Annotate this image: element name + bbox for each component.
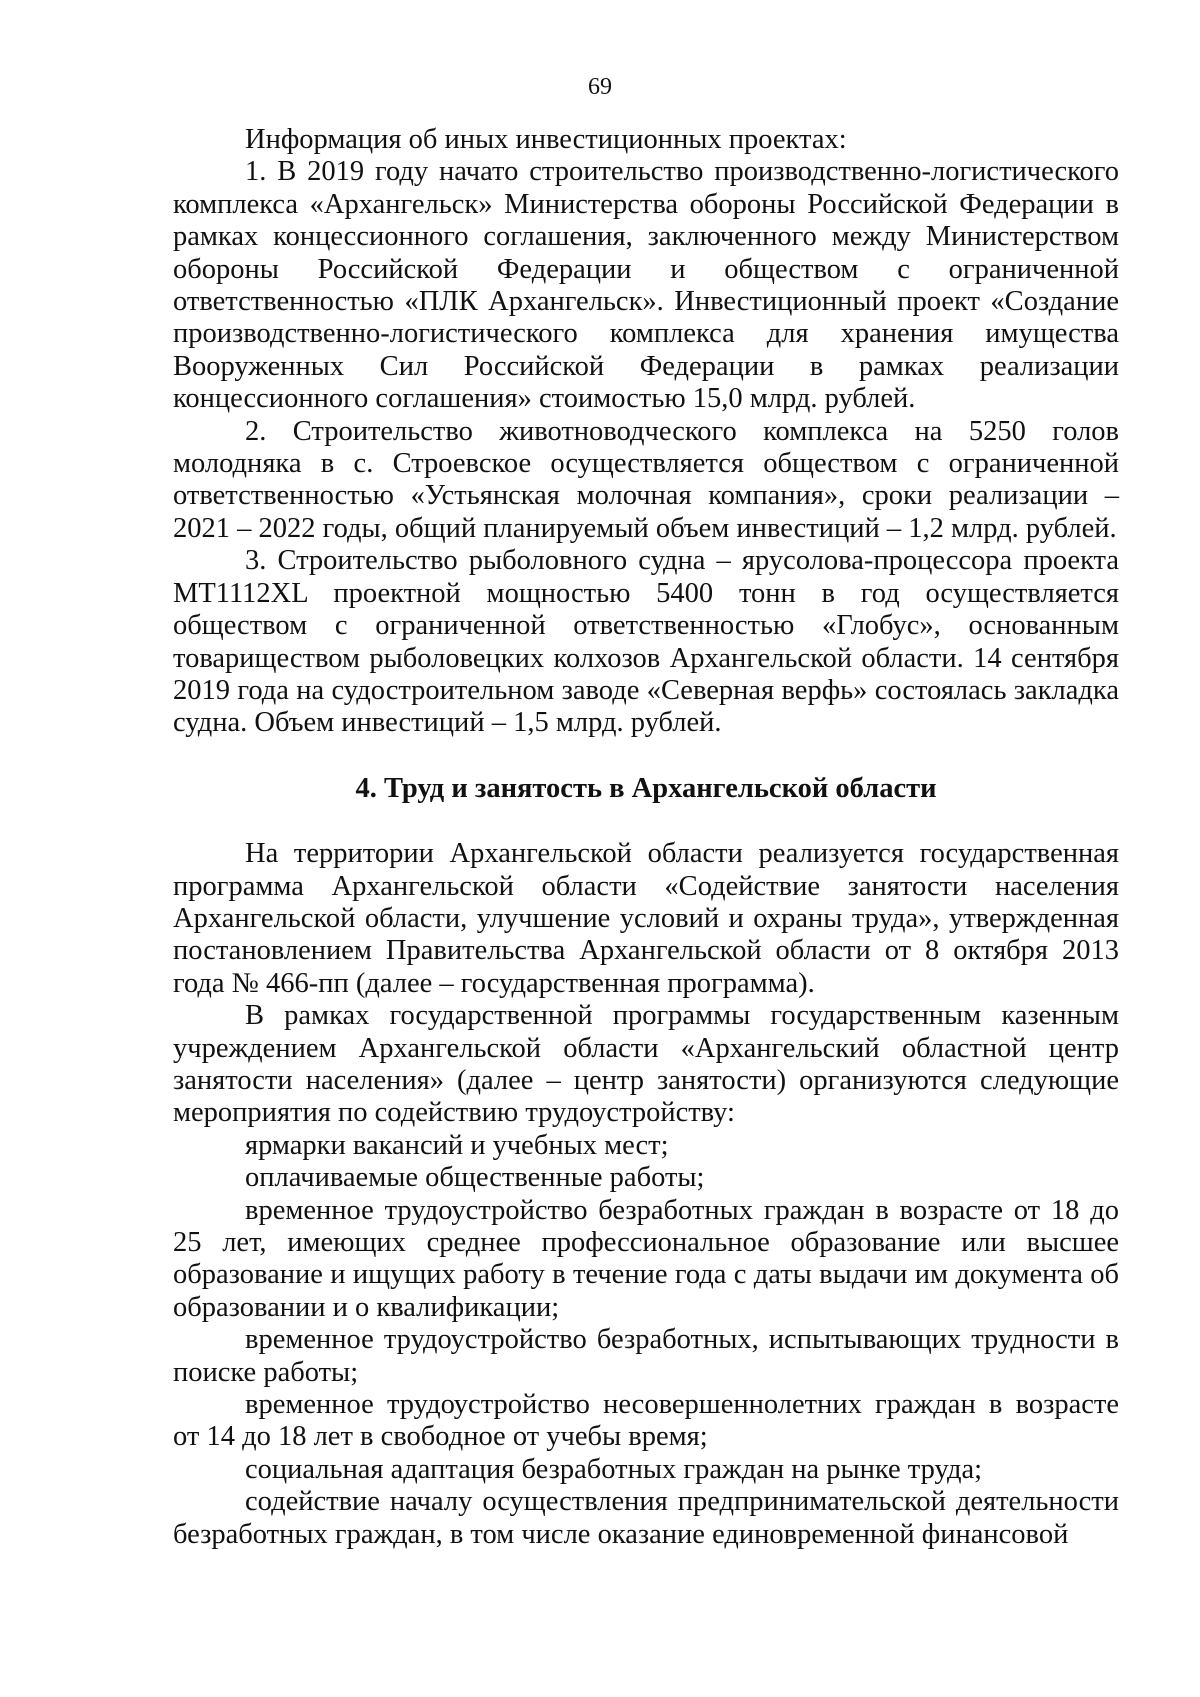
page-number: 69 — [588, 74, 612, 100]
intro-paragraph: Информация об иных инвестиционных проектах: — [245, 124, 847, 155]
measure-list-item: ярмарки вакансий и учебных мест; — [245, 1129, 669, 1161]
measure-list-item: оплачиваемые общественные работы; — [245, 1162, 705, 1194]
measure-list-item: содействие началу осуществления предпринимательской деятельности безработных граждан, в том числе оказание единовременной финансовой — [173, 1486, 1119, 1550]
measure-list-item: социальная адаптация безработных граждан на рынке труда; — [245, 1453, 983, 1485]
measure-list-item: временное трудоустройство несовершеннолетних граждан в возрасте от 14 до 18 лет в свободное от учебы время; — [173, 1389, 1119, 1453]
document-body — [173, 124, 1119, 1551]
measure-list-item: временное трудоустройство безработных граждан в возрасте от 18 до 25 лет, имеющих среднее профессиональное образование или высшее образование и ищущих работу в течение года с даты выдачи им документа об образовании и о квалификации; — [173, 1194, 1119, 1323]
project-item-1: 1. В 2019 году начато строительство производственно-логистического комплекса «Архангельск» Министерства обороны Российской Федерации в рамках концессионного соглашения, заключенного между Министерством обороны Российской Федерации и обществом с ограниченной ответственностью «ПЛК Архангельск». Инвестиционный проект «Создание производственно-логистического комплекса для хранения имущества Вооруженных Сил Российской Федерации в рамках реализации концессионного соглашения» стоимостью 15,0 млрд. рублей. — [173, 156, 1119, 415]
measure-list-item: временное трудоустройство безработных, испытывающих трудности в поиске работы; — [173, 1324, 1119, 1388]
section-heading: 4. Труд и занятость в Архангельской области — [355, 772, 937, 804]
section-paragraph: На территории Архангельской области реализуется государственная программа Архангельской области «Содействие занятости населения Архангельской области, улучшение условий и охраны труда», утвержденная постановлением Правительства Архангельской области от 8 октября 2013 года № 466-пп (далее – государственная программа). — [173, 838, 1119, 999]
project-item-2: 2. Строительство животноводческого комплекса на 5250 голов молодняка в с. Строевское осуществляется обществом с ограниченной ответственностью «Устьянская молочная компания», сроки реализации – 2021 – 2022 годы, общий планируемый объем инвестиций – 1,2 млрд. рублей. — [173, 415, 1119, 544]
project-item-3: 3. Строительство рыболовного судна – ярусолова-процессора проекта МТ1112XL проектной мощностью 5400 тонн в год осуществляется обществом с ограниченной ответственностью «Глобус», основанным товариществом рыболовецких колхозов Архангельской области. 14 сентября 2019 года на судостроительном заводе «Северная верфь» состоялась закладка судна. Объем инвестиций – 1,5 млрд. рублей. — [173, 545, 1119, 739]
section-paragraph: В рамках государственной программы государственным казенным учреждением Архангельской области «Архангельский областной центр занятости населения» (далее – центр занятости) организуются следующие мероприятия по содействию трудоустройству: — [173, 1000, 1119, 1129]
